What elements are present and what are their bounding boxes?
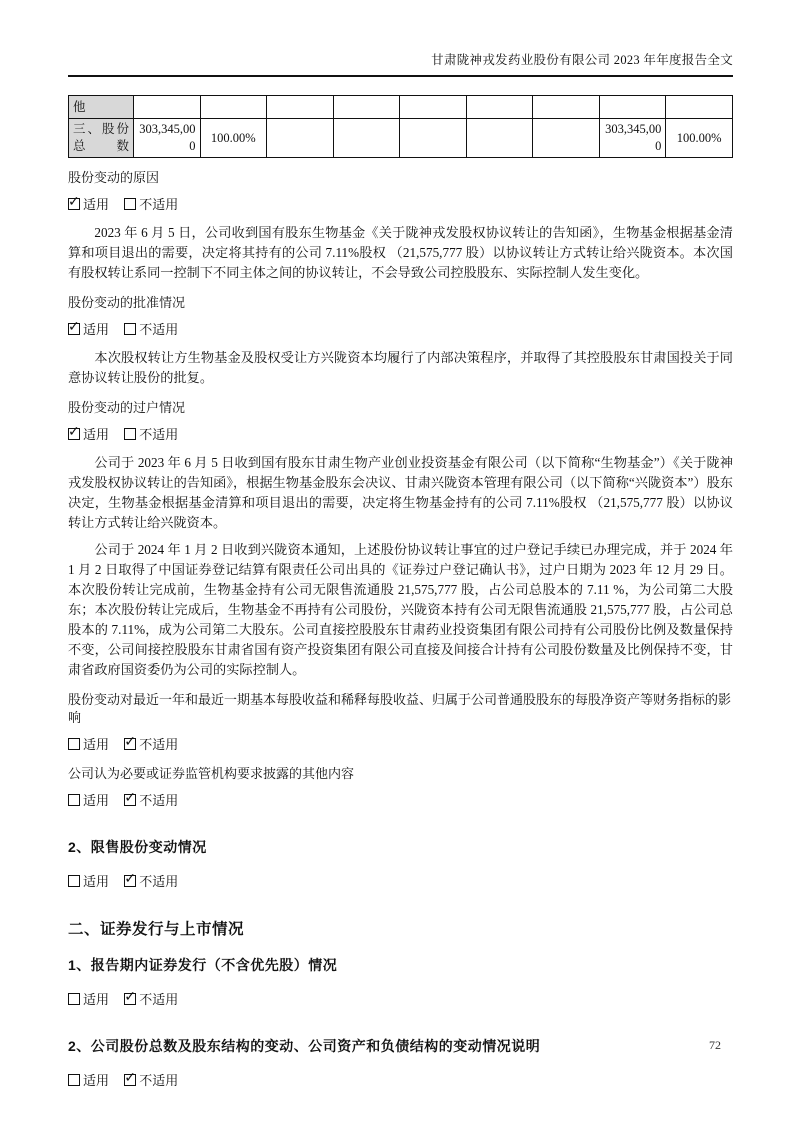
checkbox-applicable-label: 适用: [83, 1073, 110, 1088]
checkbox-applicable-icon: [68, 1074, 80, 1086]
checkbox-not-applicable-icon: [124, 323, 136, 335]
checkbox-applicable-label: 适用: [83, 197, 110, 212]
section-label-reason: 股份变动的原因: [68, 170, 160, 185]
applicability-row-restricted: [68, 873, 733, 891]
header-title: 甘肃陇神戎发药业股份有限公司 2023 年年度报告全文: [431, 53, 733, 67]
table-cell: [400, 96, 467, 119]
checkbox-applicable-label: 适用: [83, 427, 110, 442]
table-cell: 100.00%: [200, 119, 267, 158]
table-cell: [533, 96, 600, 119]
section-label-transfer: 股份变动的过户情况: [68, 400, 186, 415]
table-cell: 100.00%: [666, 119, 733, 158]
checkbox-not-applicable-icon: [124, 428, 136, 440]
table-row-label: 他: [69, 96, 134, 119]
applicability-row-other: [68, 792, 733, 810]
table-cell: [267, 96, 334, 119]
checkbox-applicable-icon: [68, 794, 80, 806]
applicability-row-transfer: [68, 426, 733, 444]
table-cell: [466, 96, 533, 119]
checkbox-not-applicable-label: 不适用: [139, 197, 179, 212]
table-cell: [466, 119, 533, 158]
table-cell: [134, 96, 201, 119]
checkbox-not-applicable-label: 不适用: [139, 322, 179, 337]
checkbox-not-applicable-label: 不适用: [139, 793, 179, 808]
checkbox-applicable-label: 适用: [83, 322, 110, 337]
table-row-label: 三、股份总数: [69, 119, 134, 158]
applicability-row-impact: [68, 736, 733, 754]
table-cell: [333, 96, 400, 119]
applicability-row-reason: [68, 196, 733, 214]
checkbox-not-applicable-label: 不适用: [139, 427, 179, 442]
page-header: [68, 50, 733, 77]
paragraph-reason: 2023 年 6 月 5 日，公司收到国有股东生物基金《关于陇神戎发股权协议转让的告知函》，生物基金根据基金清算和项目退出的需要，决定将其持有的公司 7.11%股权 （21,575,777 股）以协议转让方式转让给兴陇资本。本次国有股权转让系同一控制下不同主体之间的协议转让，不会导致公司控股股东、实际控制人发生变化。: [68, 225, 733, 280]
table-cell: [400, 119, 467, 158]
table-cell: [666, 96, 733, 119]
heading-securities-issuance: 二、证券发行与上市情况: [68, 921, 245, 938]
checkbox-not-applicable-icon: [124, 738, 136, 750]
table-cell: [599, 96, 666, 119]
checkbox-not-applicable-icon: [124, 198, 136, 210]
heading-issuance-in-period: 1、报告期内证券发行（不含优先股）情况: [68, 957, 338, 973]
checkbox-applicable-icon: [68, 875, 80, 887]
checkbox-applicable-icon: [68, 323, 80, 335]
paragraph-approval: 本次股权转让方生物基金及股权受让方兴陇资本均履行了内部决策程序，并取得了其控股股东甘肃国投关于同意协议转让股份的批复。: [68, 350, 733, 385]
checkbox-applicable-label: 适用: [83, 992, 110, 1007]
checkbox-applicable-label: 适用: [83, 737, 110, 752]
applicability-row-structure-change: [68, 1072, 733, 1090]
table-row: [69, 119, 733, 158]
table-cell: 303,345,000: [599, 119, 666, 158]
checkbox-applicable-label: 适用: [83, 874, 110, 889]
checkbox-not-applicable-icon: [124, 875, 136, 887]
table-cell: [200, 96, 267, 119]
table-cell: 303,345,000: [134, 119, 201, 158]
paragraph-transfer-1: 公司于 2023 年 6 月 5 日收到国有股东甘肃生物产业创业投资基金有限公司（以下简称“生物基金”）《关于陇神戎发股权协议转让的告知函》，根据生物基金股东会决议、甘肃兴陇资本管理有限公司（以下简称“兴陇资本”）股东决定，生物基金根据基金清算和项目退出的需要，决定将生物基金持有的公司 7.11%股权 （21,575,777 股）以协议转让方式转让给兴陇资本。: [68, 455, 733, 530]
applicability-row-issuance: [68, 991, 733, 1009]
heading-restricted-shares: 2、限售股份变动情况: [68, 839, 207, 855]
section-label-other: 公司认为必要或证券监管机构要求披露的其他内容: [68, 766, 355, 781]
checkbox-not-applicable-icon: [124, 794, 136, 806]
checkbox-not-applicable-label: 不适用: [139, 992, 179, 1007]
page-number: 72: [709, 1038, 721, 1052]
checkbox-not-applicable-label: 不适用: [139, 874, 179, 889]
checkbox-applicable-icon: [68, 738, 80, 750]
section-label-impact: 股份变动对最近一年和最近一期基本每股收益和稀释每股收益、归属于公司普通股股东的每股净资产等财务指标的影响: [68, 692, 732, 725]
applicability-row-approval: [68, 321, 733, 339]
checkbox-applicable-icon: [68, 198, 80, 210]
table-row: [69, 96, 733, 119]
checkbox-applicable-icon: [68, 428, 80, 440]
checkbox-applicable-icon: [68, 993, 80, 1005]
table-cell: [333, 119, 400, 158]
paragraph-transfer-2: 公司于 2024 年 1 月 2 日收到兴陇资本通知，上述股份协议转让事宜的过户登记手续已办理完成，并于 2024 年 1 月 2 日取得了中国证券登记结算有限责任公司出具的《证券过户登记确认书》，过户日期为 2023 年 12 月 29 日。本次股份转让完成前，生物基金持有公司无限售流通股 21,575,777 股，占公司总股本的 7.11 %，为公司第二大股东；本次股份转让完成后，生物基金不再持有公司股份，兴陇资本持有公司无限售流通股 21,575,777 股，占公司总股本的 7.11%，成为公司第二大股东。公司直接控股股东甘肃药业投资集团有限公司持有公司股份比例及数量保持不变，公司间接控股股东甘肃省国有资产投资集团有限公司直接及间接合计持有公司股份数量及比例保持不变，甘肃省政府国资委仍为公司的实际控制人。: [68, 542, 733, 677]
section-label-approval: 股份变动的批准情况: [68, 295, 186, 310]
checkbox-applicable-label: 适用: [83, 793, 110, 808]
checkbox-not-applicable-label: 不适用: [139, 737, 179, 752]
checkbox-not-applicable-label: 不适用: [139, 1073, 179, 1088]
page-content: [68, 95, 733, 1090]
checkbox-not-applicable-icon: [124, 993, 136, 1005]
share-structure-table: [68, 95, 733, 158]
table-cell: [533, 119, 600, 158]
heading-structure-change: 2、公司股份总数及股东结构的变动、公司资产和负债结构的变动情况说明: [68, 1038, 541, 1054]
checkbox-not-applicable-icon: [124, 1074, 136, 1086]
table-cell: [267, 119, 334, 158]
